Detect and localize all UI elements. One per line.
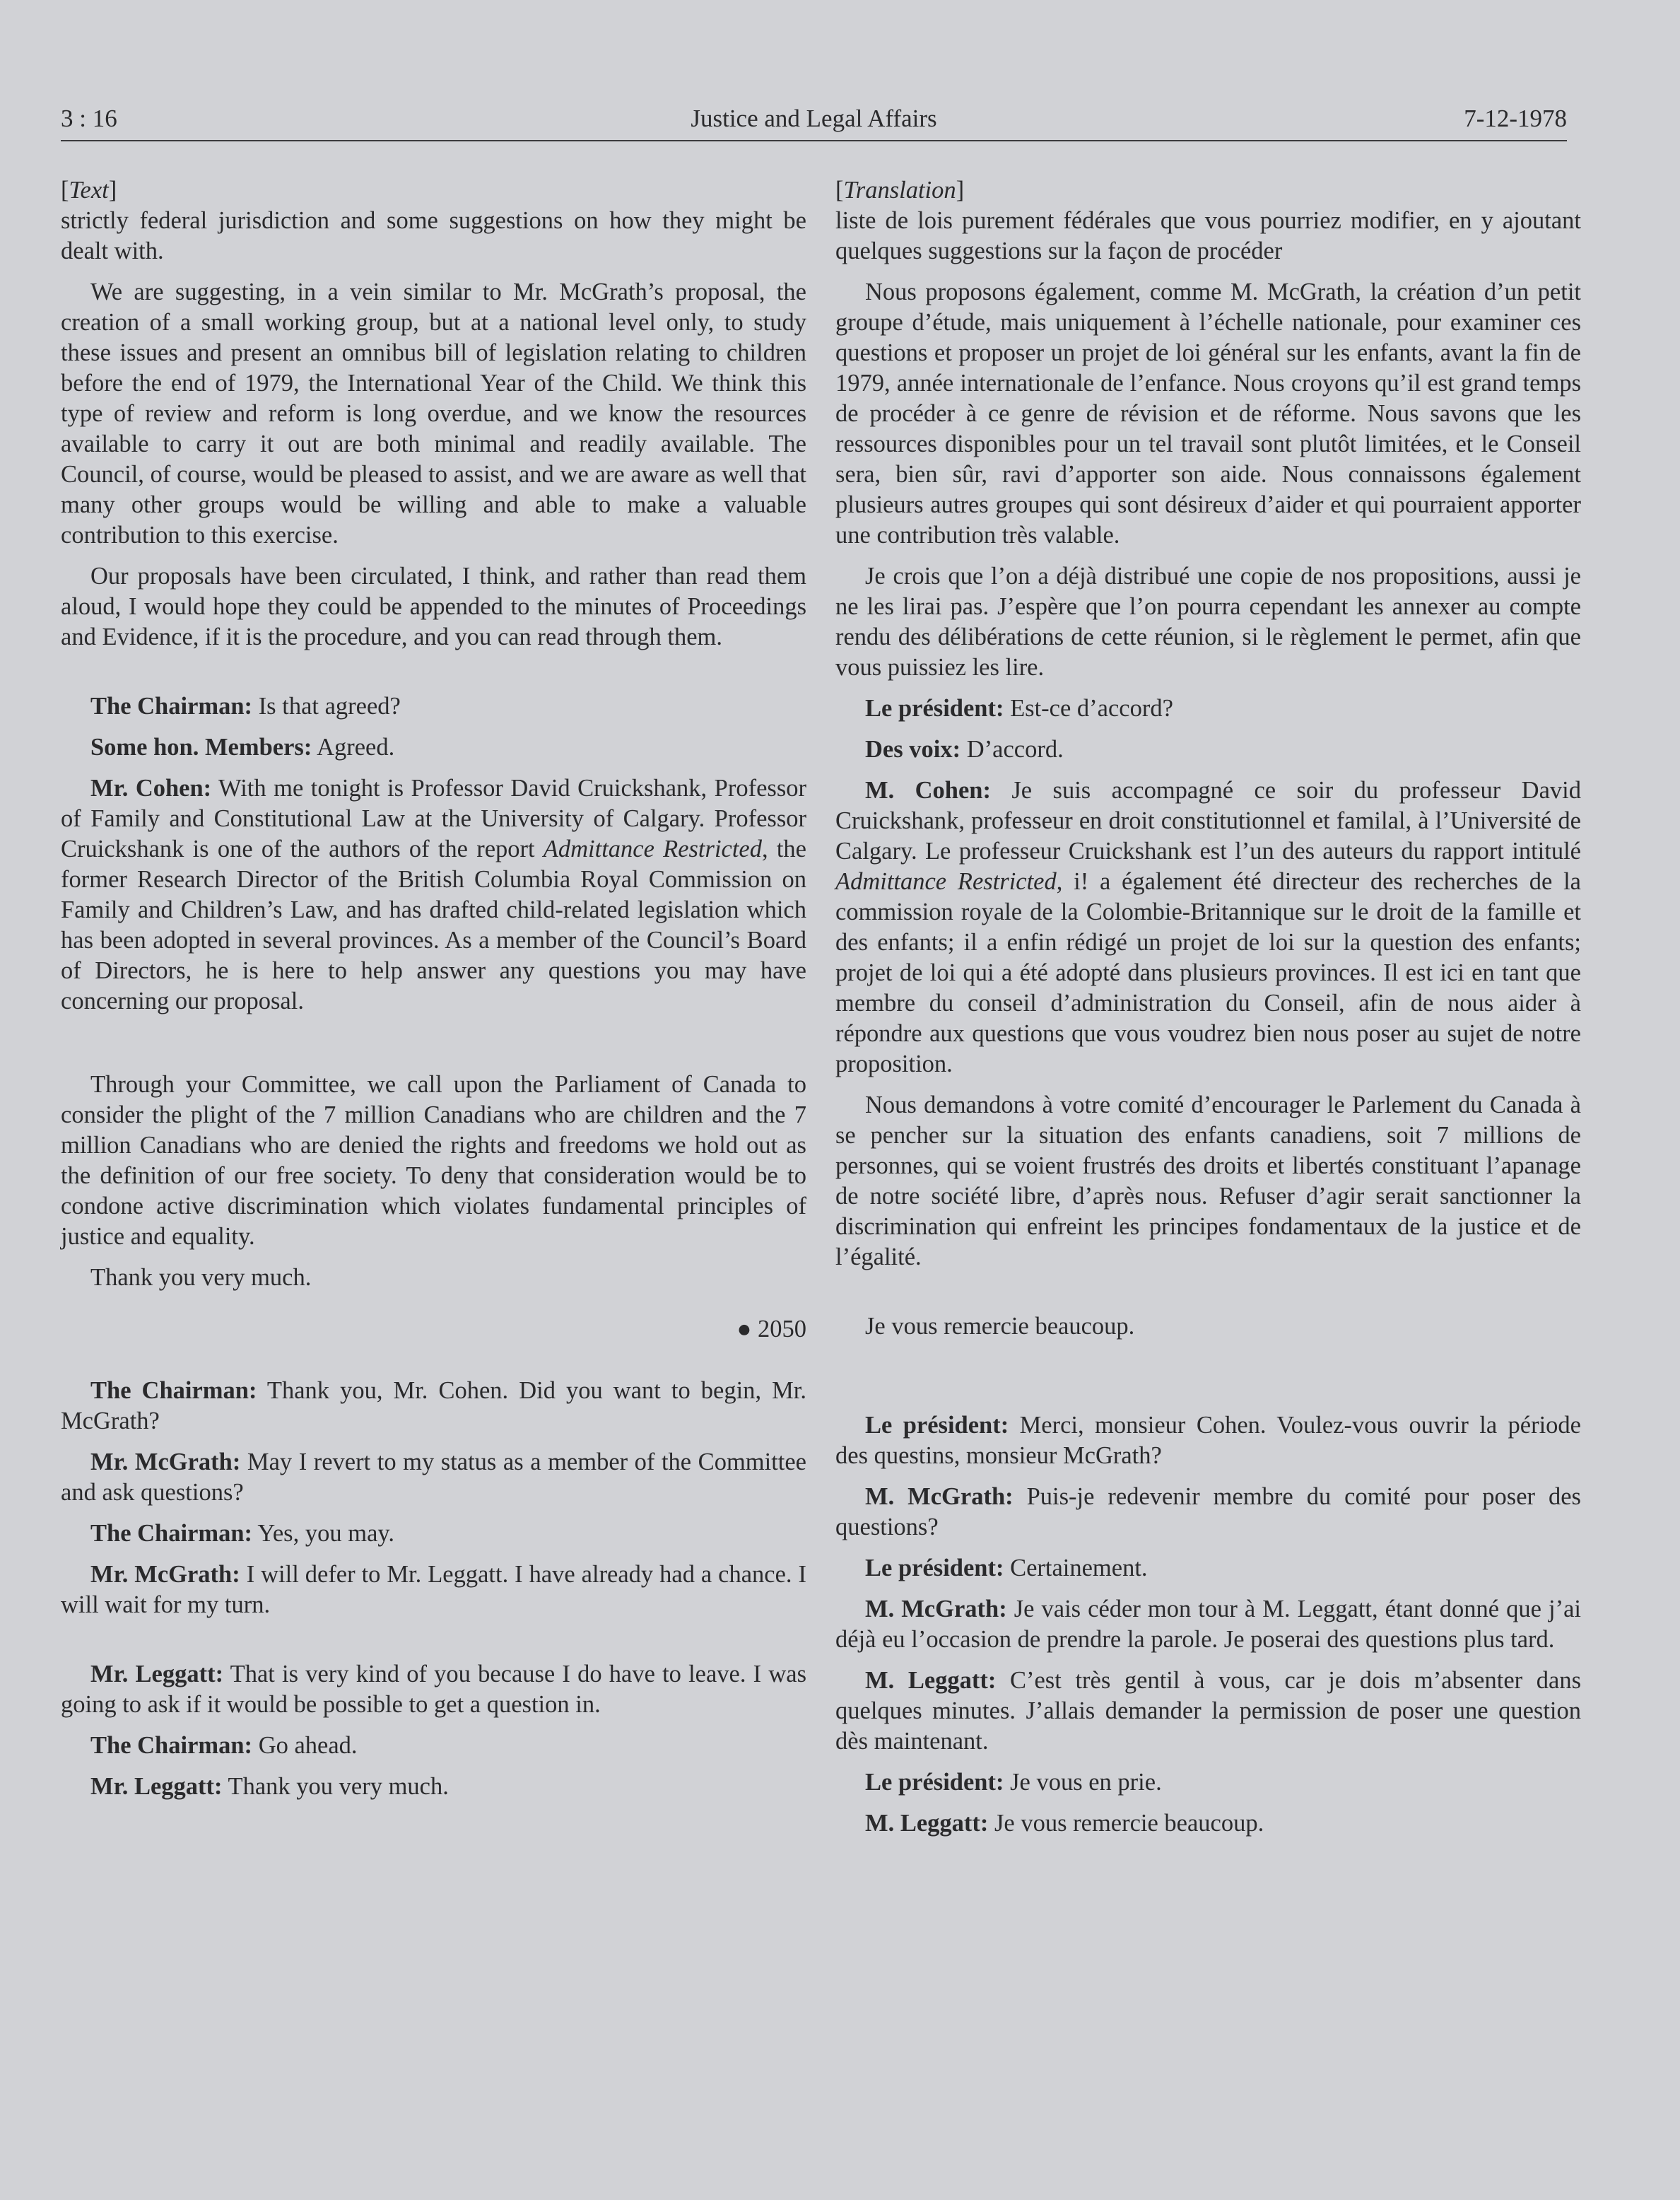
speech: Mr. McGrath: May I revert to my status as a member of the Committee and ask questions? <box>61 1449 806 1506</box>
speaker-name: The Chairman: <box>90 1732 253 1759</box>
speech: The Chairman: Is that agreed? <box>90 693 401 720</box>
speech: The Chairman: Go ahead. <box>90 1732 358 1759</box>
speaker-name: Le président: <box>865 1555 1004 1581</box>
paragraph: Je vous remercie beaucoup. <box>865 1313 1135 1340</box>
speaker-name: Mr. Leggatt: <box>90 1661 224 1687</box>
paragraph: Je crois que l’on a déjà distribué une copie de nos propositions, aussi je ne les lirai pas. J’espère que l’on pourra cependant les annexer au compte rendu des délibérations de cette réunion, si le règlement le permet, afin que vous puissiez les lire. <box>835 563 1581 681</box>
speaker-name: Le président: <box>865 695 1004 722</box>
speech: M. Leggatt: C’est très gentil à vous, car je dois m’absenter dans quelques minutes. J’allais demander la permission de poser une question dès maintenant. <box>835 1667 1581 1755</box>
paragraph: Thank you very much. <box>90 1264 312 1291</box>
section-tag: [Text] <box>61 177 117 204</box>
speaker-name: Mr. McGrath: <box>90 1449 241 1475</box>
speech: M. Cohen: Je suis accompagné ce soir du professeur David Cruickshank, professeur en droit constitutionnel et familal, à l’Université de Calgary. Le professeur Cruickshank est l’un des auteurs du rapport intitulé Admittance Restricted, i! a également été directeur des recherches de la commission royale de la Colombie-Britannique sur le droit de la famille et des enfants; il a enfin rédigé un projet de loi sur la question des enfants; projet de loi qui a été adopté dans plusieurs provinces. Il est ici en tant que membre du conseil d’administration du Conseil, afin de nous aider à répondre aux questions que vous voudrez bien nous poser au sujet de notre proposition. <box>835 777 1581 1077</box>
header-rule <box>61 140 1567 141</box>
speaker-name: Des voix: <box>865 736 961 763</box>
paragraph: Nous proposons également, comme M. McGrath, la création d’un petit groupe d’étude, mais uniquement à l’échelle nationale, pour examiner ces questions et proposer un projet de loi général sur les enfants, avant la fin de 1979, année internationale de l’enfance. Nous croyons qu’il est grand temps de procéder à ce genre de révision et de réforme. Nous savons que les ressources disponibles pour un tel travail sont plutôt limitées, et le Conseil sera, bien sûr, ravi d’apporter son aide. Nous connaissons également plusieurs autres groupes qui sont désireux d’aider et qui pourraient apporter une contribution très valable. <box>835 279 1581 549</box>
speech: Des voix: D’accord. <box>865 736 1064 763</box>
speech: Le président: Est-ce d’accord? <box>865 695 1173 722</box>
speaker-name: The Chairman: <box>90 1377 257 1404</box>
speaker-name: M. McGrath: <box>865 1483 1014 1510</box>
section-tag: [Translation] <box>835 177 965 204</box>
speech: Le président: Merci, monsieur Cohen. Voulez-vous ouvrir la période des questins, monsieur McGrath? <box>835 1412 1581 1469</box>
speaker-name: Le président: <box>865 1769 1004 1796</box>
speech: Mr. Leggatt: That is very kind of you because I do have to leave. I was going to ask if it would be possible to get a question in. <box>61 1661 807 1718</box>
paragraph: We are suggesting, in a vein similar to Mr. McGrath’s proposal, the creation of a small working group, but at a national level only, to study these issues and present an omnibus bill of legislation relating to children before the end of 1979, the International Year of the Child. We think this type of review and reform is long overdue, and we know the resources available to carry it out are both minimal and readily available. The Council, of course, would be pleased to assist, and we are aware as well that many other groups would be willing and able to make a valuable contribution to this exercise. <box>61 279 806 549</box>
speaker-name: M. Leggatt: <box>865 1667 997 1694</box>
speaker-name: Some hon. Members: <box>90 734 312 761</box>
speech: Mr. McGrath: I will defer to Mr. Leggatt. I have already had a chance. I will wait for my turn. <box>61 1561 806 1618</box>
speaker-name: Mr. Cohen: <box>90 775 212 802</box>
speech: The Chairman: Thank you, Mr. Cohen. Did you want to begin, Mr. McGrath? <box>61 1377 806 1434</box>
paragraph: strictly federal jurisdiction and some suggestions on how they might be dealt with. <box>61 207 806 264</box>
speech: M. McGrath: Je vais céder mon tour à M. Leggatt, étant donné que j’ai déjà eu l’occasion de prendre la parole. Je poserai des questions plus tard. <box>835 1596 1581 1653</box>
speaker-name: M. McGrath: <box>865 1596 1007 1622</box>
page-header <box>61 105 1567 139</box>
speech: Le président: Je vous en prie. <box>865 1769 1162 1796</box>
english-column <box>61 175 806 1813</box>
speech: M. Leggatt: Je vous remercie beaucoup. <box>865 1810 1264 1837</box>
speech: The Chairman: Yes, you may. <box>90 1520 395 1547</box>
paragraph: Our proposals have been circulated, I think, and rather than read them aloud, I would hope they could be appended to the minutes of Proceedings and Evidence, if it is the procedure, and you can read through them. <box>61 563 806 650</box>
speech: M. McGrath: Puis-je redevenir membre du comité pour poser des questions? <box>835 1483 1581 1540</box>
paragraph: Nous demandons à votre comité d’encourager le Parlement du Canada à se pencher sur la situation des enfants canadiens, soit 7 millions de personnes, qui se voient frustrés des droits et libertés constituant l’apanage de notre société libre, d’après nous. Refuser d’agir serait sanctionner la discrimination qui enfreint les principes fondamentaux de la justice et de l’égalité. <box>835 1092 1581 1270</box>
speaker-name: M. Cohen: <box>865 777 991 804</box>
time-marker: ● 2050 <box>736 1316 806 1342</box>
speaker-name: The Chairman: <box>90 1520 253 1547</box>
header-date: 7-12-1978 <box>1464 105 1567 132</box>
speaker-name: Mr. McGrath: <box>90 1561 240 1588</box>
paragraph: liste de lois purement fédérales que vous pourriez modifier, en y ajoutant quelques suggestions sur la façon de procéder <box>835 207 1581 264</box>
running-title: Justice and Legal Affairs <box>691 105 937 132</box>
speaker-name: The Chairman: <box>90 693 253 720</box>
french-column <box>835 175 1581 1849</box>
speaker-name: Le président: <box>865 1412 1009 1439</box>
speaker-name: Mr. Leggatt: <box>90 1773 223 1800</box>
speaker-name: M. Leggatt: <box>865 1810 989 1837</box>
speech: Mr. Cohen: With me tonight is Professor David Cruickshank, Professor of Family and Constitutional Law at the University of Calgary. Professor Cruickshank is one of the authors of the report Admittance Restricted, the former Research Director of the British Columbia Royal Commission on Family and Children’s Law, and has drafted child-related legislation which has been adopted in several provinces. As a member of the Council’s Board of Directors, he is here to help answer any questions you may have concerning our proposal. <box>61 775 806 1014</box>
paragraph: Through your Committee, we call upon the Parliament of Canada to consider the plight of the 7 million Canadians who are children and the 7 million Canadians who are denied the rights and freedoms we hold out as the definition of our free society. To deny that consideration would be to condone active discrimination which violates fundamental principles of justice and equality. <box>61 1071 806 1250</box>
speech: Le président: Certainement. <box>865 1555 1148 1581</box>
speech: Mr. Leggatt: Thank you very much. <box>90 1773 449 1800</box>
speech: Some hon. Members: Agreed. <box>90 734 395 761</box>
page-number: 3 : 16 <box>61 105 117 132</box>
